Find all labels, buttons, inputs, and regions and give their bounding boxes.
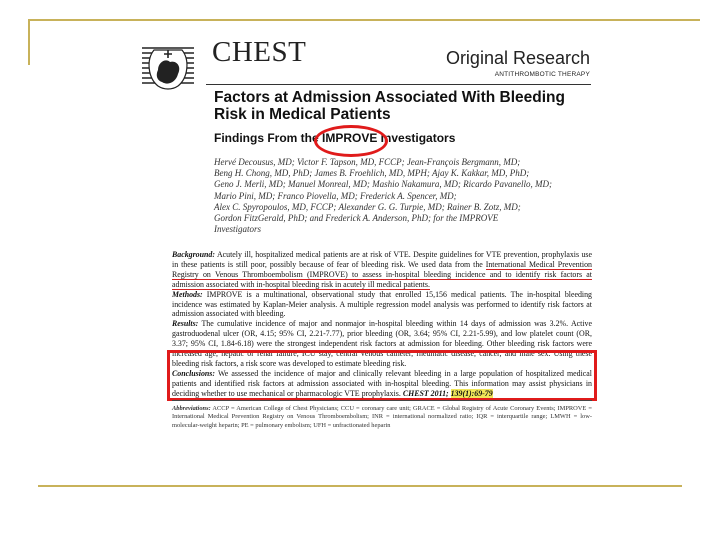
author-line: Beng H. Chong, MD, PhD; James B. Froehlich, MD, MPH; Ajay K. Kakkar, MD, PhD;	[214, 168, 530, 179]
citation-highlight: 139(1):69-79	[450, 388, 493, 398]
red-circle-annotation	[314, 125, 388, 157]
abbreviations-text: ACCP = American College of Chest Physicians; CCU = coronary care unit; GRACE = Global Registry of Acute Coronary Events; IMPROVE = International Medical Prevention Registry on Venous Thromboembolism; INR = international normalized ratio; IQR = interquartile range; LMWH = low-molecular-weight heparin; PE = pulmonary embolism; UFH = unfractionated heparin	[172, 405, 592, 429]
subsection-label: ANTITHROMBOTIC THERAPY	[494, 71, 590, 78]
abbreviations-label: Abbreviations:	[172, 405, 211, 412]
author-line: Hervé Decousus, MD; Victor F. Tapson, MD, FCCP; Jean-François Bergmann, MD;	[214, 157, 521, 167]
slide-bottom-rule	[38, 485, 682, 487]
paper-page	[136, 36, 598, 474]
author-line: Gordon FitzGerald, PhD; and Frederick A. Anderson, PhD; for the IMPROVE	[214, 213, 499, 224]
author-line: Investigators	[214, 224, 261, 235]
journal-name: CHEST	[212, 36, 307, 68]
author-list	[214, 157, 594, 235]
slide-frame-top	[28, 19, 700, 21]
article-subtitle	[214, 131, 455, 145]
abbreviations	[172, 405, 592, 430]
background-underlined-text: International Medical Prevention Registry on Venous Thromboembolism (IMPROVE) to assess in-hospital bleeding incidence and to identify risk factors at admission associated with in-hospital bleeding risk in acutely ill medical patients.	[172, 259, 592, 289]
background-label: Background:	[172, 250, 215, 259]
subtitle-after: Investigators	[377, 131, 456, 145]
subtitle-highlight	[322, 131, 377, 145]
abstract-rule	[172, 400, 592, 401]
subtitle-highlight-text: IMPROVE	[322, 131, 378, 145]
conclusions-text: We assessed the incidence of major and clinically relevant bleeding in a large population of hospitalized medical patients and identified risk factors at admission associated with in-hospital bleeding. This information may assist physicians in deciding whether to use mechanical or pharmacologic VTE prophylaxis.	[172, 368, 592, 398]
article-title: Factors at Admission Associated With Bleeding Risk in Medical Patients	[214, 89, 565, 123]
conclusions-red-box-annotation	[167, 350, 597, 401]
citation-prefix: CHEST 2011;	[402, 388, 451, 398]
chest-logo-icon	[140, 40, 196, 92]
methods-text: IMPROVE is a multinational, observational study that enrolled 15,156 medical patients. The in-hospital bleeding incidence was estimated by Kaplan-Meier analysis. A multiple regression model analysis was performed to identify risk factors at admission associated with bleeding.	[172, 289, 592, 319]
results-text: The cumulative incidence of major and nonmajor in-hospital bleeding within 14 days of admission was 3.2%. Active gastroduodenal ulcer (OR, 4.15; 95% CI, 2.21-7.77), prior bleeding (OR, 3.64; 95% CI, 2.21-5.99), and low platelet count (OR, 3.37; 95% CI, 1.84-6.18) were the strongest independent risk factors at admission for bleeding. Other bleeding risk factors were increased age, hepatic or renal failure, ICU stay, central venous catheter, rheumatic disease, cancer, and male sex. Using these bleeding risk factors, a risk score was developed to estimate bleeding risk.	[172, 319, 592, 368]
conclusions-label: Conclusions:	[172, 368, 215, 378]
slide-frame-left	[28, 19, 30, 65]
abstract-methods	[172, 290, 592, 320]
author-line: Alex C. Spyropoulos, MD, FCCP; Alexander G. G. Turpie, MD; Rainer B. Zotz, MD;	[214, 201, 521, 212]
section-label: Original Research	[445, 48, 590, 68]
author-line: Geno J. Merli, MD; Manuel Monreal, MD; Mashio Nakamura, MD; Ricardo Pavanello, MD;	[214, 179, 553, 190]
abstract-background	[172, 250, 592, 290]
results-label: Results:	[172, 319, 199, 329]
background-text: Acutely ill, hospitalized medical patients are at risk of VTE. Despite guidelines for VTE prevention, prophylaxis use in these patients is still poor, possibly because of fear of bleeding risk. We used data from the	[172, 250, 592, 269]
methods-label: Methods:	[172, 289, 203, 299]
subtitle-before: Findings From the	[214, 131, 322, 145]
author-line: Mario Pini, MD; Franco Piovella, MD; Frederick A. Spencer, MD;	[214, 190, 457, 201]
header-rule	[206, 84, 591, 85]
